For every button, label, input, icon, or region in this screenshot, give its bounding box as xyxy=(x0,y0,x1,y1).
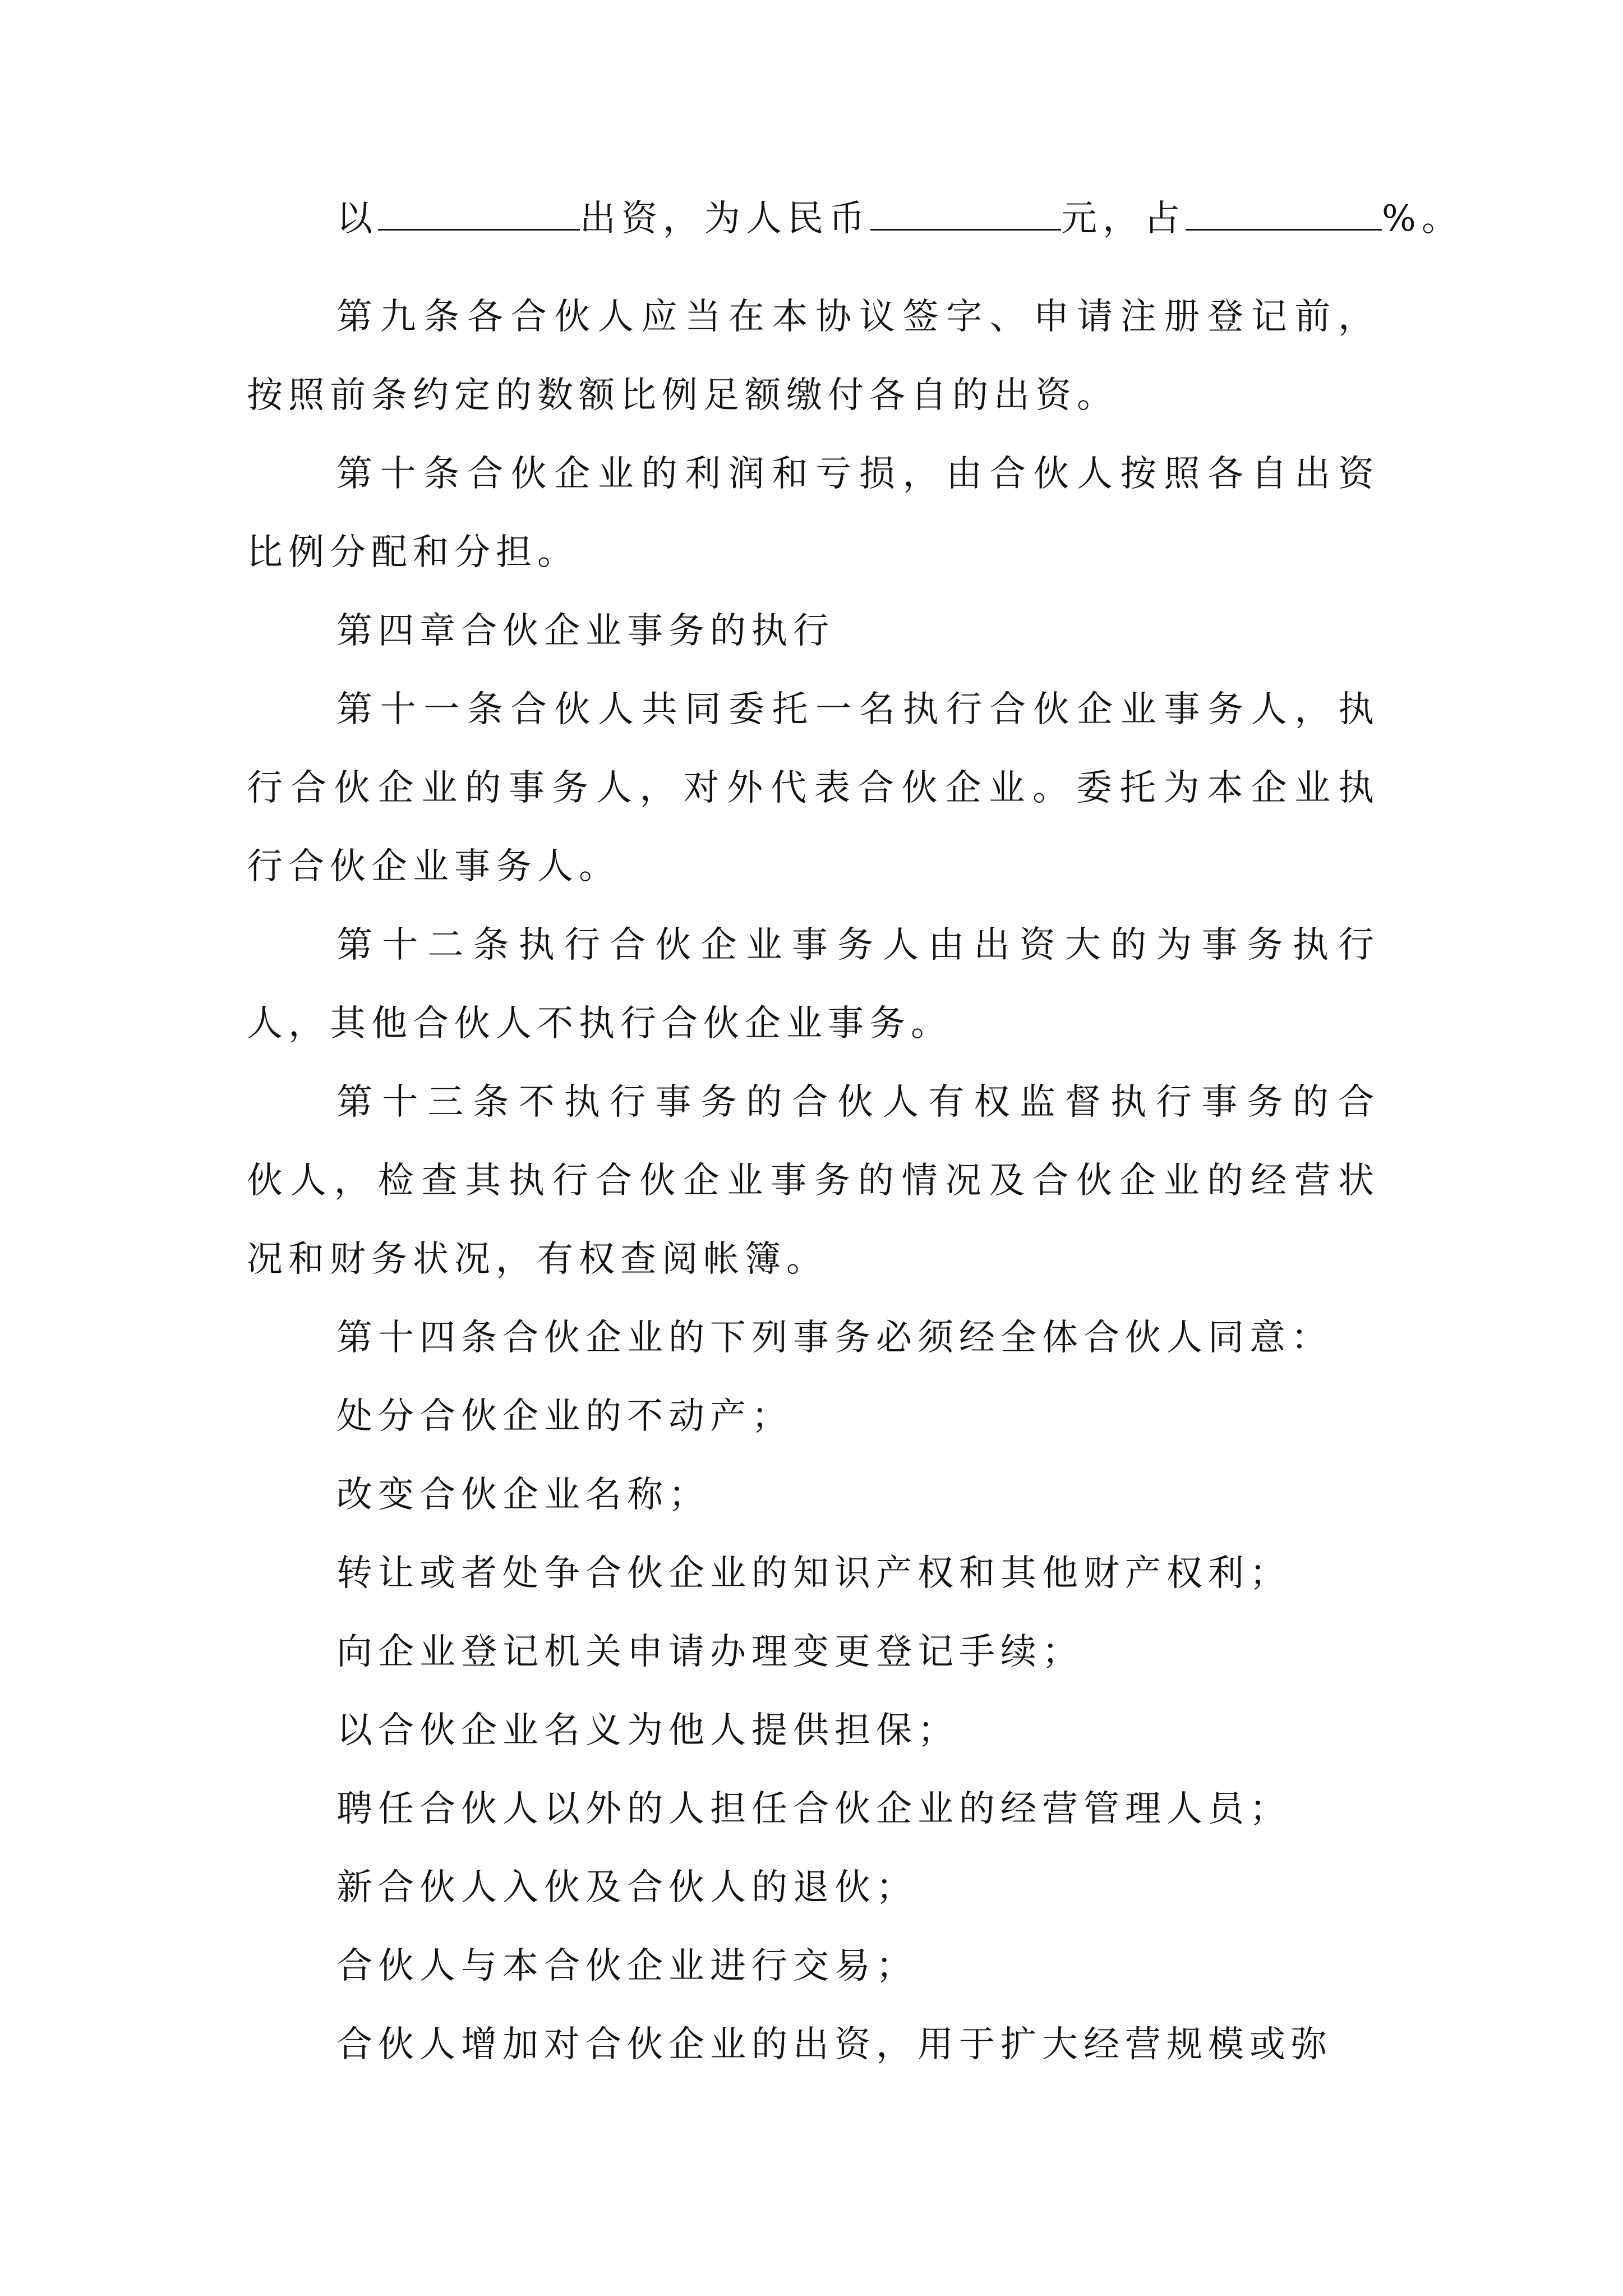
article-12-line-1: 第十二条执行合伙企业事务人由出资大的为事务执行 xyxy=(336,924,1380,966)
article-13-line-2: 伙人，检查其执行合伙企业事务的情况及合伙企业的经营状 xyxy=(247,1160,1380,1202)
article-11-line-3: 行合伙企业事务人。 xyxy=(247,846,620,887)
list-item: 合伙人与本合伙企业进行交易； xyxy=(336,1945,917,1987)
contribution-text-3: 元，占 xyxy=(1061,198,1186,240)
list-item: 聘任合伙人以外的人担任合伙企业的经营管理人员； xyxy=(336,1788,1291,1830)
article-11-line-2: 行合伙企业的事务人，对外代表合伙企业。委托为本企业执 xyxy=(247,767,1380,809)
article-10-line-1: 第十条合伙企业的利润和亏损，由合伙人按照各自出资 xyxy=(336,453,1380,495)
article-9-line-1: 第九条各合伙人应当在本协议签字、申请注册登记前， xyxy=(336,296,1380,338)
article-12-line-2: 人，其他合伙人不执行合伙企业事务。 xyxy=(247,1003,952,1045)
list-item: 改变合伙企业名称； xyxy=(336,1474,710,1516)
list-item: 转让或者处争合伙企业的知识产权和其他财产权利； xyxy=(336,1553,1291,1594)
blank-percentage xyxy=(1186,223,1382,231)
list-item: 向企业登记机关申请办理变更登记手续； xyxy=(336,1631,1083,1673)
contribution-line xyxy=(336,191,1463,247)
contribution-text-2: 出资，为人民币 xyxy=(580,198,870,240)
list-item: 新合伙人入伙及合伙人的退伙； xyxy=(336,1867,917,1908)
article-13-line-1: 第十三条不执行事务的合伙人有权监督执行事务的合 xyxy=(336,1082,1380,1123)
article-9-line-2: 按照前条约定的数额比例足额缴付各自的出资。 xyxy=(247,375,1118,416)
list-item: 以合伙企业名义为他人提供担保； xyxy=(336,1710,959,1751)
blank-amount xyxy=(870,223,1061,231)
chapter-4-heading: 第四章合伙企业事务的执行 xyxy=(336,610,834,652)
article-10-line-2: 比例分配和分担。 xyxy=(247,532,579,573)
list-item: 合伙人增加对合伙企业的出资，用于扩大经营规模或弥 xyxy=(336,2024,1332,2065)
contribution-text-4: %。 xyxy=(1382,198,1463,240)
blank-contribution-form xyxy=(378,223,580,231)
article-11-line-1: 第十一条合伙人共同委托一名执行合伙企业事务人，执 xyxy=(336,689,1380,730)
list-item: 处分合伙企业的不动产； xyxy=(336,1396,793,1437)
article-14-heading: 第十四条合伙企业的下列事务必须经全体合伙人同意： xyxy=(336,1317,1332,1359)
contribution-text-1: 以 xyxy=(336,198,378,240)
article-13-line-3: 况和财务状况，有权查阅帐簿。 xyxy=(247,1239,828,1280)
